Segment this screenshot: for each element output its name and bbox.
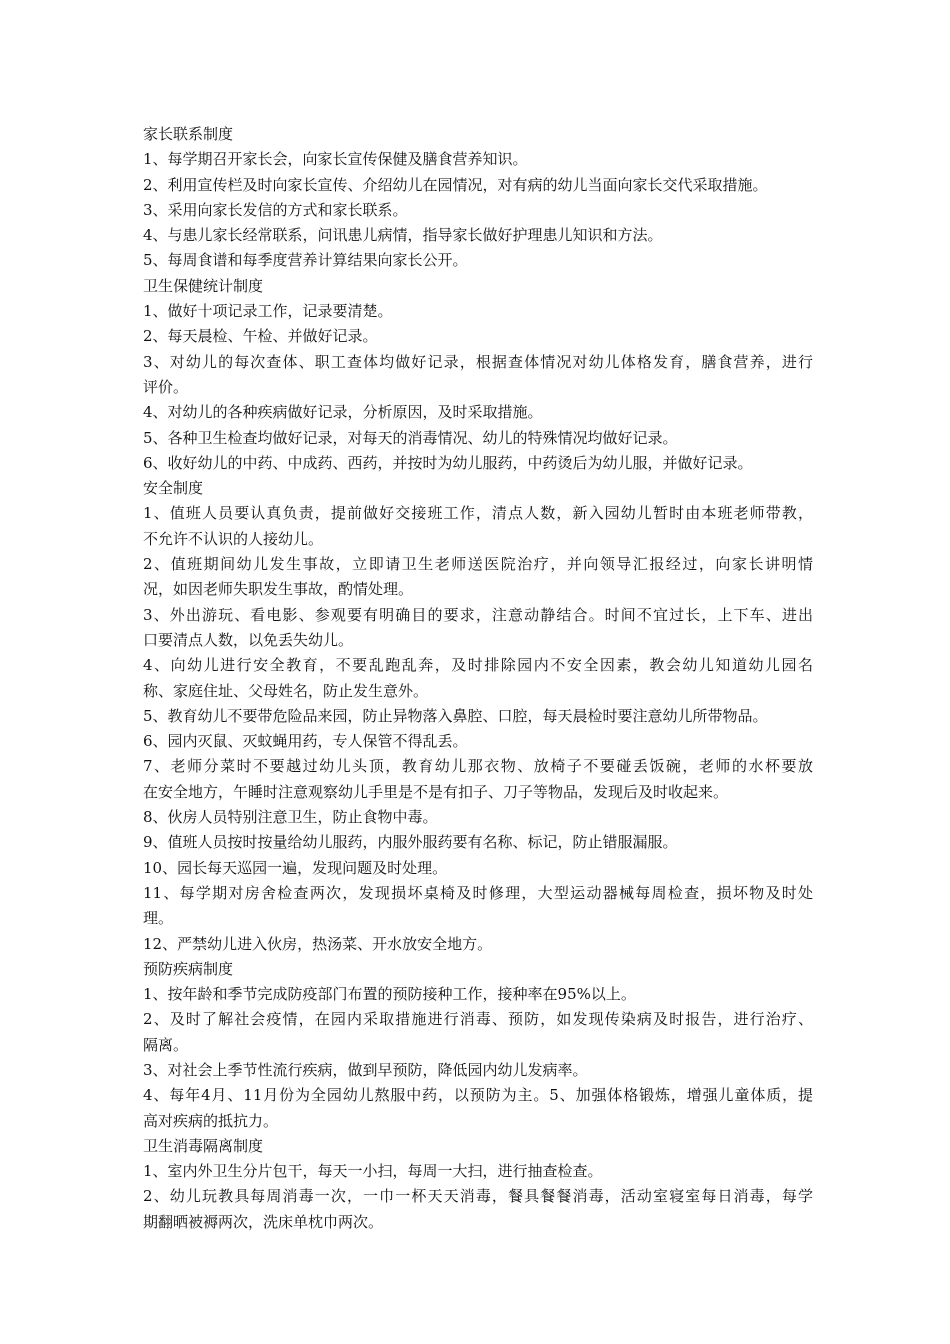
- text-line: 1、做好十项记录工作，记录要清楚。: [143, 302, 393, 321]
- text-line: 6、园内灭鼠、灭蚊蝇用药，专人保管不得乱丢。: [143, 732, 468, 751]
- text-line: 高对疾病的抵抗力。: [143, 1111, 279, 1130]
- text-line: 5、各种卫生检查均做好记录，对每天的消毒情况、幼儿的特殊情况均做好记录。: [143, 428, 678, 447]
- text-line: 10、园长每天巡园一遍，发现问题及时处理。: [143, 858, 448, 877]
- text-line: 3、外出游玩、看电影、参观要有明确目的要求，注意动静结合。时间不宜过长，上下车、进出: [143, 605, 813, 624]
- text-line: 预防疾病制度: [143, 959, 234, 978]
- text-line: 7、老师分菜时不要越过幼儿头顶，教育幼儿那衣物、放椅子不要碰丢饭碗，老师的水杯要放: [143, 757, 813, 776]
- text-line: 2、幼儿玩教具每周消毒一次，一巾一杯天天消毒，餐具餐餐消毒，活动室寝室每日消毒，每学: [143, 1187, 813, 1206]
- document-body: [143, 122, 813, 1235]
- text-line: 1、值班人员要认真负责，提前做好交接班工作，清点人数，新入园幼儿暂时由本班老师带教，: [143, 504, 813, 523]
- text-line: 12、严禁幼儿进入伙房，热汤菜、开水放安全地方。: [143, 934, 493, 953]
- text-line: 2、利用宣传栏及时向家长宣传、介绍幼儿在园情况，对有病的幼儿当面向家长交代采取措施。: [143, 175, 768, 194]
- text-line: 安全制度: [143, 479, 204, 498]
- text-line: 2、及时了解社会疫情，在园内采取措施进行消毒、预防，如发现传染病及时报告，进行治疗、: [143, 1010, 813, 1029]
- text-line: 2、每天晨检、午检、并做好记录。: [143, 327, 378, 346]
- text-line: 4、与患儿家长经常联系，问讯患儿病情，指导家长做好护理患儿知识和方法。: [143, 226, 663, 245]
- text-line: 理。: [143, 909, 174, 928]
- text-line: 4、每年4月、11月份为全园幼儿熬服中药，以预防为主。5、加强体格锻炼，增强儿童体质，提: [143, 1086, 813, 1105]
- text-line: 9、值班人员按时按量给幼儿服药，内服外服药要有名称、标记，防止错服漏服。: [143, 833, 678, 852]
- text-line: 1、按年龄和季节完成防疫部门布置的预防接种工作，接种率在95%以上。: [143, 985, 636, 1004]
- text-line: 4、向幼儿进行安全教育，不要乱跑乱奔，及时排除园内不安全因素，教会幼儿知道幼儿园名: [143, 656, 813, 675]
- text-line: 评价。: [143, 377, 189, 396]
- text-line: 卫生保健统计制度: [143, 276, 264, 295]
- text-line: 不允许不认识的人接幼儿。: [143, 529, 324, 548]
- text-line: 称、家庭住址、父母姓名，防止发生意外。: [143, 681, 429, 700]
- text-line: 3、采用向家长发信的方式和家长联系。: [143, 200, 408, 219]
- text-line: 况，如因老师失职发生事故，酌情处理。: [143, 580, 414, 599]
- text-line: 1、室内外卫生分片包干，每天一小扫，每周一大扫，进行抽查检查。: [143, 1162, 603, 1181]
- text-line: 在安全地方，午睡时注意观察幼儿手里是不是有扣子、刀子等物品，发现后及时收起来。: [143, 782, 729, 801]
- text-line: 3、对幼儿的每次查体、职工查体均做好记录，根据查体情况对幼儿体格发育，膳食营养，进行: [143, 352, 813, 371]
- text-line: 卫生消毒隔离制度: [143, 1136, 264, 1155]
- text-line: 5、每周食谱和每季度营养计算结果向家长公开。: [143, 251, 468, 270]
- text-line: 1、每学期召开家长会，向家长宣传保健及膳食营养知识。: [143, 150, 528, 169]
- text-line: 期翻晒被褥两次，洗床单枕巾两次。: [143, 1212, 384, 1231]
- text-line: 4、对幼儿的各种疾病做好记录，分析原因，及时采取措施。: [143, 403, 543, 422]
- text-line: 口要清点人数，以免丢失幼儿。: [143, 630, 354, 649]
- text-line: 5、教育幼儿不要带危险品来园，防止异物落入鼻腔、口腔，每天晨检时要注意幼儿所带物品。: [143, 706, 768, 725]
- text-line: 隔离。: [143, 1035, 189, 1054]
- text-line: 3、对社会上季节性流行疾病，做到早预防，降低园内幼儿发病率。: [143, 1060, 588, 1079]
- text-line: 家长联系制度: [143, 125, 234, 143]
- text-line: 8、伙房人员特别注意卫生，防止食物中毒。: [143, 808, 438, 827]
- text-line: 11、每学期对房舍检查两次，发现损坏桌椅及时修理，大型运动器械每周检查，损坏物及时处: [143, 883, 813, 902]
- text-line: 2、值班期间幼儿发生事故，立即请卫生老师送医院治疗，并向领导汇报经过，向家长讲明情: [143, 555, 813, 574]
- text-line: 6、收好幼儿的中药、中成药、西药，并按时为幼儿服药，中药烫后为幼儿服，并做好记录。: [143, 453, 753, 472]
